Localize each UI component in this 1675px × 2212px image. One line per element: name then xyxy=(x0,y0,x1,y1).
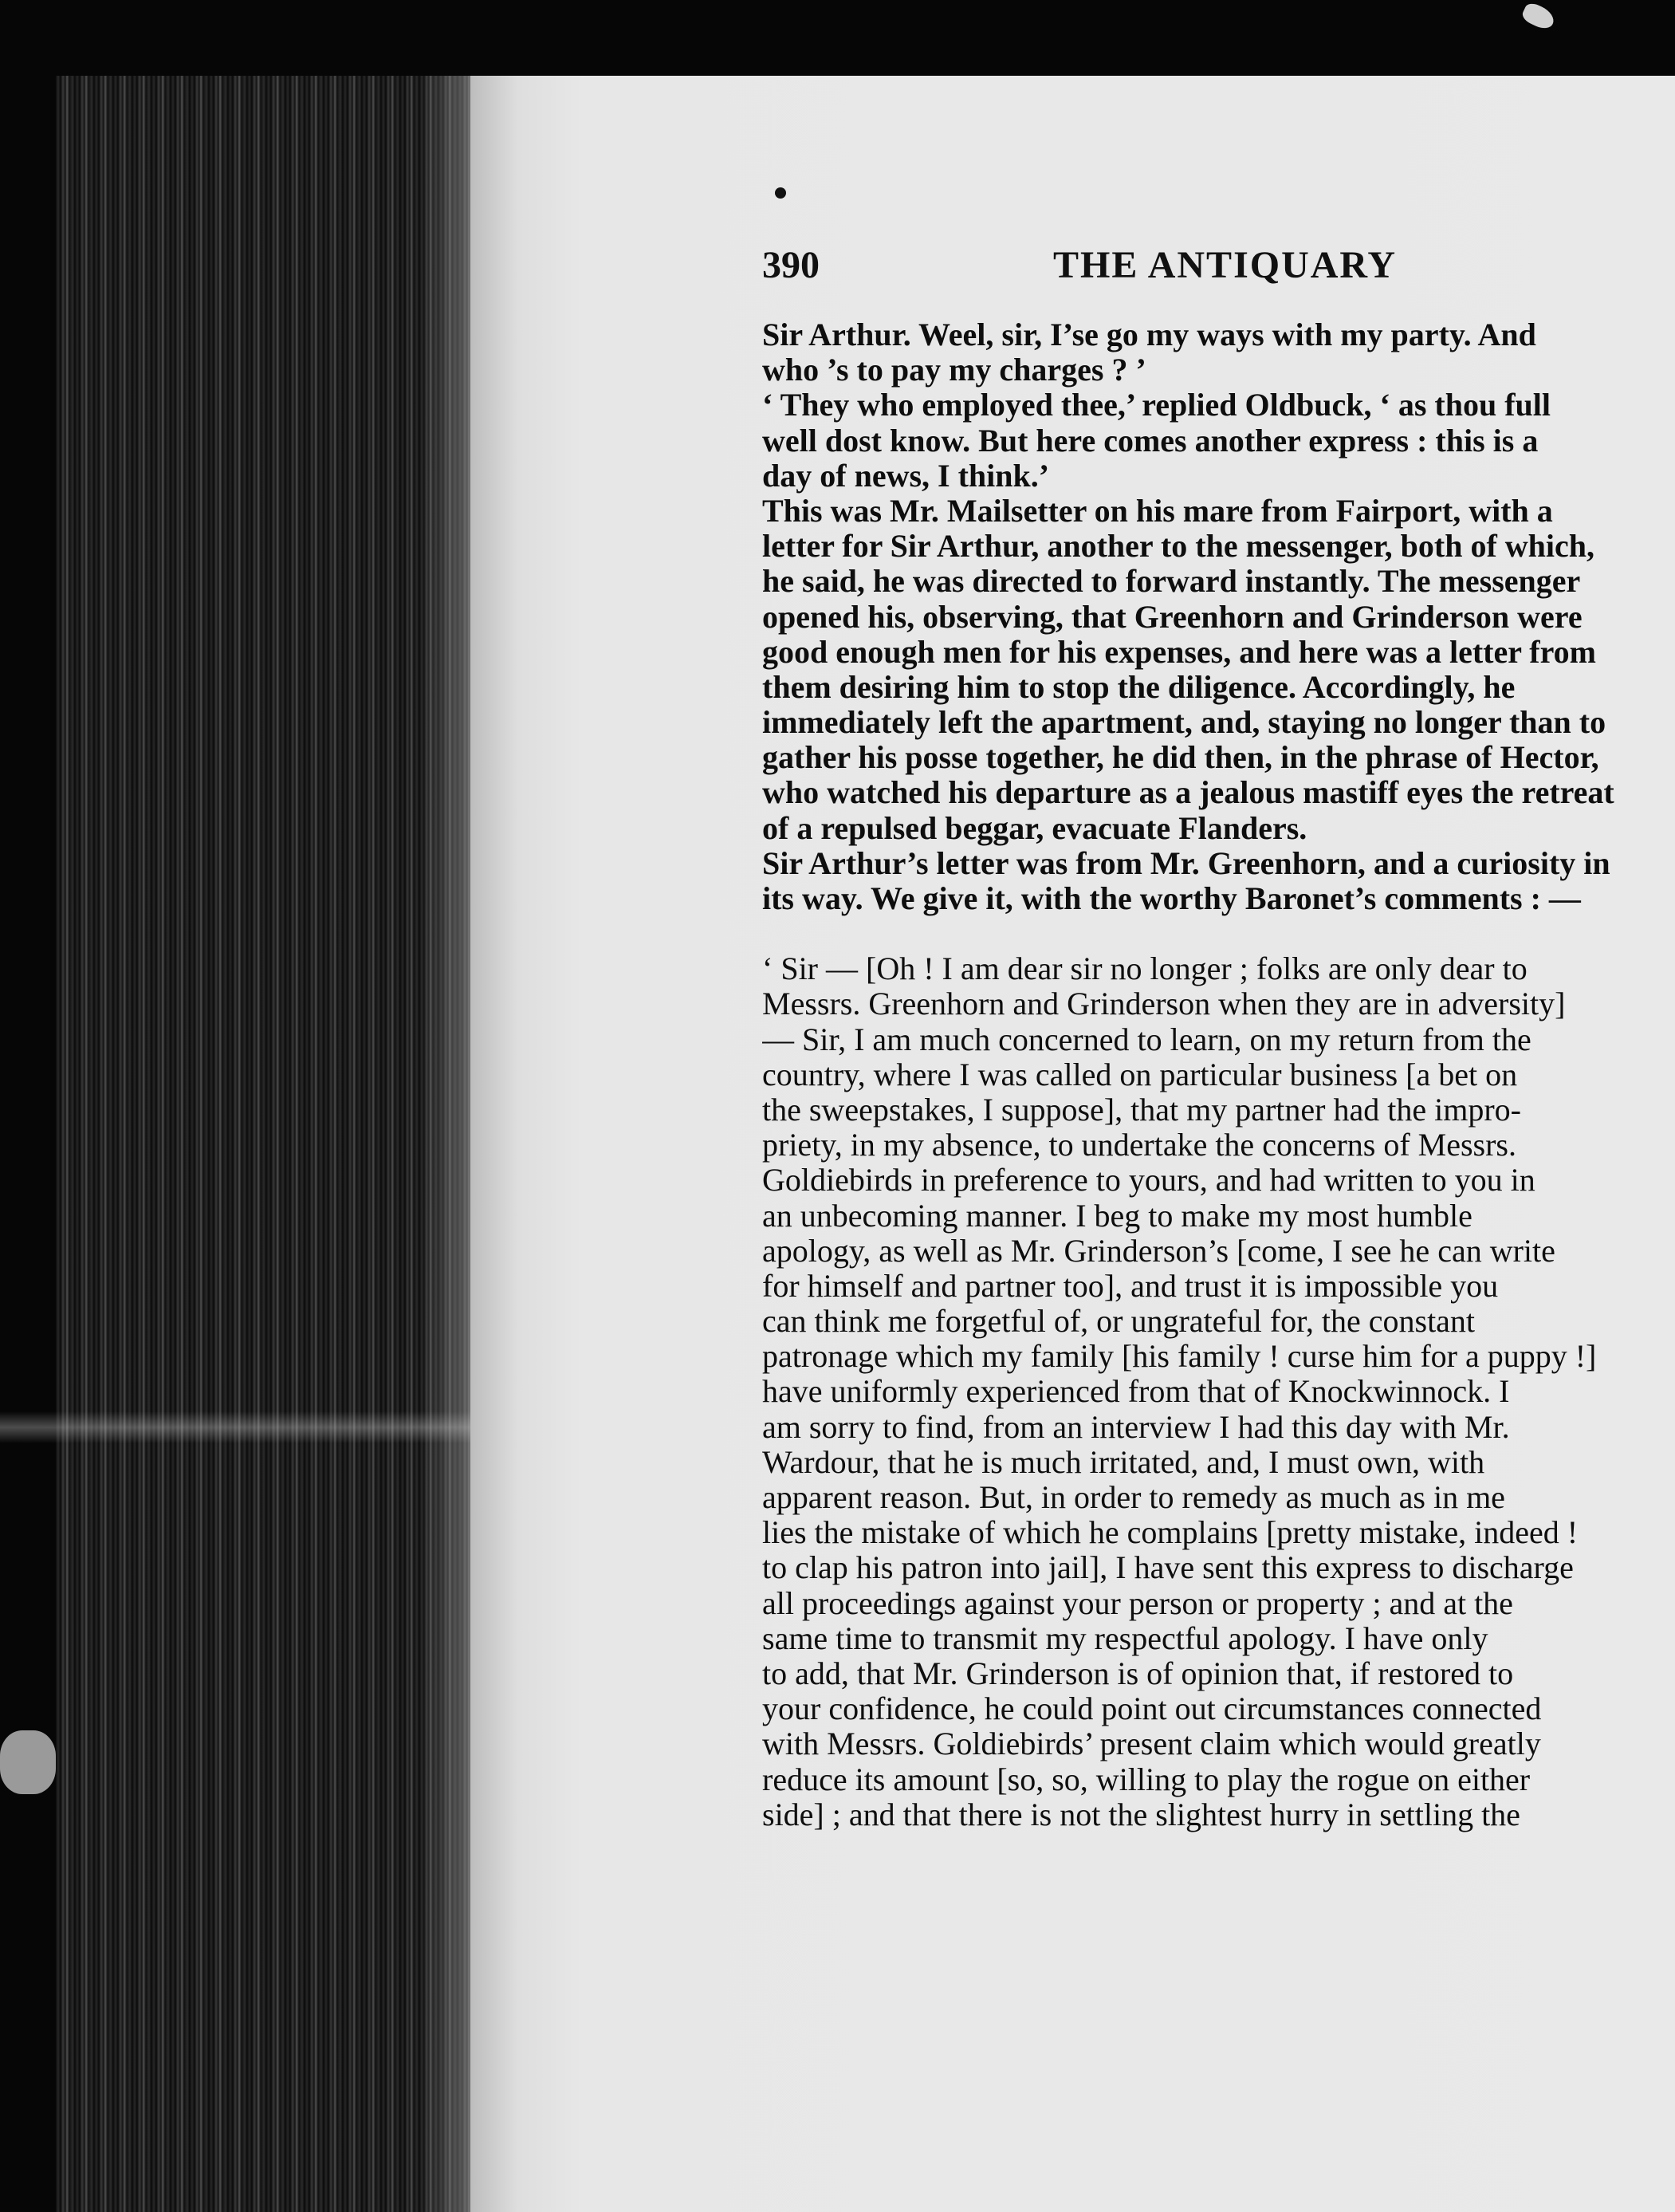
body-text xyxy=(762,317,1675,1864)
text-line: he said, he was directed to forward instantly. The messenger xyxy=(762,563,1581,600)
ink-dot xyxy=(775,187,786,199)
text-line: Messrs. Greenhorn and Grinderson when they are in adversity] xyxy=(762,986,1566,1022)
text-line: reduce its amount [so, so, willing to play the rogue on either xyxy=(762,1761,1531,1797)
book-fore-edge xyxy=(56,76,474,2212)
text-line: day of news, I think.’ xyxy=(762,457,1050,494)
text-line: have uniformly experienced from that of Knockwinnock. I xyxy=(762,1373,1510,1410)
text-line: all proceedings against your person or property ; and at the xyxy=(762,1584,1513,1621)
text-line: for himself and partner too], and trust it is impossible you xyxy=(762,1267,1499,1304)
text-line: well dost know. But here comes another express : this is a xyxy=(762,422,1539,459)
scan-artifact xyxy=(0,1730,56,1794)
text-line: This was Mr. Mailsetter on his mare from Fairport, with a xyxy=(762,492,1553,529)
scan-artifact xyxy=(1520,1,1558,33)
running-head xyxy=(762,243,1675,291)
light-glare xyxy=(0,1411,478,1443)
page-number: 390 xyxy=(762,244,820,286)
text-line: ‘ They who employed thee,’ replied Oldbuck, ‘ as thou full xyxy=(762,387,1551,423)
text-line: your confidence, he could point out circumstances connected xyxy=(762,1690,1542,1727)
text-line: Goldiebirds in preference to yours, and had written to you in xyxy=(762,1162,1535,1198)
text-line: gather his posse together, he did then, in the phrase of Hector, xyxy=(762,739,1599,776)
text-line: who watched his departure as a jealous mastiff eyes the retreat xyxy=(762,774,1614,811)
text-line: good enough men for his expenses, and here was a letter from xyxy=(762,633,1596,670)
text-line: to clap his patron into jail], I have sent this express to discharge xyxy=(762,1549,1574,1586)
text-line: who ’s to pay my charges ? ’ xyxy=(762,352,1146,388)
text-line: with Messrs. Goldiebirds’ present claim which would greatly xyxy=(762,1726,1541,1762)
book-title: THE ANTIQUARY xyxy=(1053,244,1398,286)
text-line: am sorry to find, from an interview I had this day with Mr. xyxy=(762,1408,1510,1445)
text-line: opened his, observing, that Greenhorn and Grinderson were xyxy=(762,598,1583,635)
paragraph-gap xyxy=(762,916,1675,951)
text-line: them desiring him to stop the diligence. Accordingly, he xyxy=(762,668,1516,705)
text-line: an unbecoming manner. I beg to make my most humble xyxy=(762,1197,1473,1234)
text-line: apparent reason. But, in order to remedy as much as in me xyxy=(762,1479,1505,1515)
text-line: — Sir, I am much concerned to learn, on my return from the xyxy=(762,1021,1531,1057)
text-line: patronage which my family [his family ! curse him for a puppy !] xyxy=(762,1338,1597,1375)
text-line: Sir Arthur. Weel, sir, I’se go my ways with my party. And xyxy=(762,317,1536,352)
text-line: Wardour, that he is much irritated, and, I must own, with xyxy=(762,1443,1485,1480)
text-line: priety, in my absence, to undertake the concerns of Messrs. xyxy=(762,1127,1516,1163)
text-line: Sir Arthur’s letter was from Mr. Greenhorn, and a curiosity in xyxy=(762,844,1610,881)
text-line: apology, as well as Mr. Grinderson’s [come, I see he can write xyxy=(762,1232,1555,1269)
text-line: letter for Sir Arthur, another to the messenger, both of which, xyxy=(762,528,1595,565)
text-line: immediately left the apartment, and, staying no longer than to xyxy=(762,704,1606,741)
text-line: lies the mistake of which he complains [pretty mistake, indeed ! xyxy=(762,1514,1579,1551)
text-line: country, where I was called on particular business [a bet on xyxy=(762,1056,1518,1092)
text-line: the sweepstakes, I suppose], that my partner had the impro- xyxy=(762,1091,1521,1128)
text-line: side] ; and that there is not the slightest hurry in settling the xyxy=(762,1796,1520,1832)
text-line: same time to transmit my respectful apology. I have only xyxy=(762,1620,1488,1656)
text-line: to add, that Mr. Grinderson is of opinion that, if restored to xyxy=(762,1655,1514,1691)
text-line: of a repulsed beggar, evacuate Flanders. xyxy=(762,809,1307,846)
text-line: can think me forgetful of, or ungrateful for, the constant xyxy=(762,1303,1476,1340)
text-line: its way. We give it, with the worthy Baronet’s comments : — xyxy=(762,880,1581,916)
text-line: ‘ Sir — [Oh ! I am dear sir no longer ; folks are only dear to xyxy=(762,951,1528,987)
